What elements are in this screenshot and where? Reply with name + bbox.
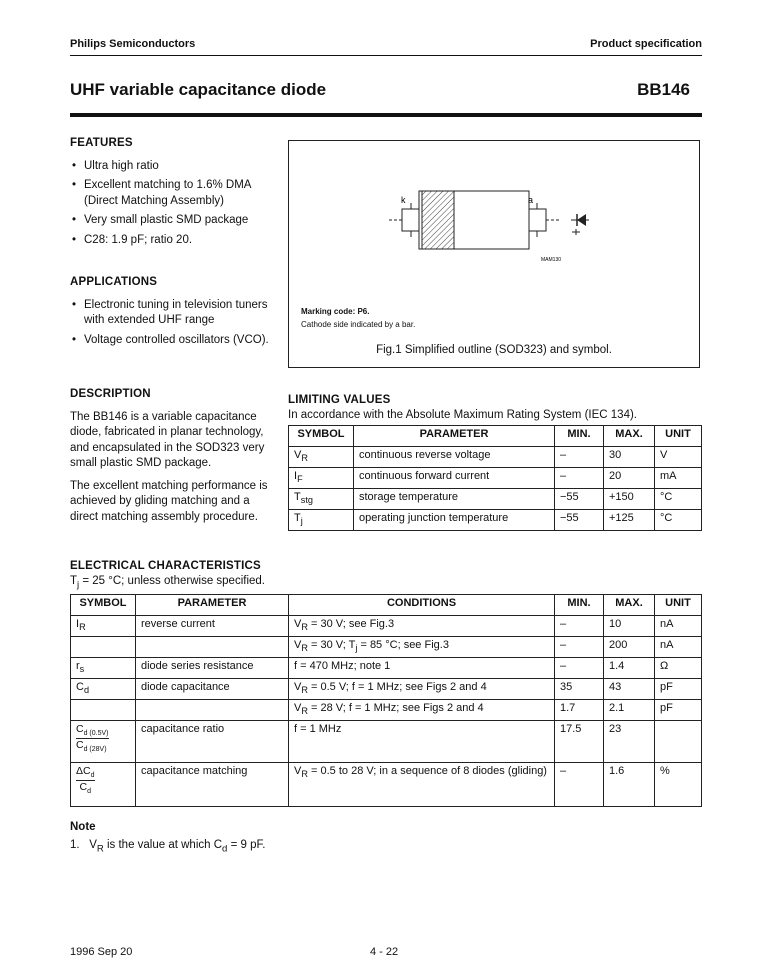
parameter-cell: diode series resistance — [136, 658, 289, 679]
symbol-cell: $I_F$ — [289, 468, 354, 489]
anode-label: a — [528, 195, 534, 205]
parameter-cell: capacitance matching — [136, 763, 289, 807]
symbol-cell: $C_d$ — [71, 679, 136, 700]
title-rule — [70, 113, 702, 117]
table-row — [289, 510, 702, 531]
unit-cell: °C — [655, 489, 702, 510]
column-header: CONDITIONS — [289, 595, 555, 616]
conditions-cell: $V_R = 0.5$ V; f = 1 MHz; see Figs 2 and 4 — [289, 679, 555, 700]
marking-code: Marking code: P6. — [301, 307, 370, 316]
part-number: BB146 — [637, 80, 690, 99]
column-header: SYMBOL — [289, 426, 354, 447]
parameter-cell: diode capacitance — [136, 679, 289, 700]
limiting-values-section — [288, 394, 702, 531]
cathode-label: k — [401, 195, 406, 205]
column-header: UNIT — [655, 595, 702, 616]
electrical-heading: ELECTRICAL CHARACTERISTICS — [70, 560, 261, 572]
figure-caption: Fig.1 Simplified outline (SOD323) and symbol. — [376, 344, 612, 356]
document-type: Product specification — [590, 38, 702, 50]
max-cell: 2.1 — [604, 700, 655, 721]
electrical-subtitle: $T_j = 25$ °C; unless otherwise specified. — [70, 575, 265, 591]
parameter-cell: storage temperature — [354, 489, 555, 510]
parameter-cell: continuous forward current — [354, 468, 555, 489]
max-cell: 1.6 — [604, 763, 655, 807]
conditions-cell: $V_R = 30$ V; see Fig.3 — [289, 616, 555, 637]
column-header: MAX. — [604, 595, 655, 616]
parameter-cell — [136, 700, 289, 721]
cathode-note: Cathode side indicated by a bar. — [301, 320, 416, 329]
min-cell: – — [555, 658, 604, 679]
diode-symbol-icon — [571, 214, 589, 235]
list-item: • Ultra high ratio — [70, 159, 275, 175]
table-row — [71, 679, 702, 700]
min-cell: – — [555, 637, 604, 658]
symbol-cell: $V_R$ — [289, 447, 354, 468]
note-heading: Note — [70, 821, 96, 833]
applications-list — [70, 298, 270, 349]
min-cell: – — [555, 763, 604, 807]
table-row — [289, 489, 702, 510]
column-header: PARAMETER — [354, 426, 555, 447]
max-cell: 200 — [604, 637, 655, 658]
unit-cell: °C — [655, 510, 702, 531]
description-paragraph: The excellent matching performance is achieved by gliding matching and a direct matching assembly procedure. — [70, 479, 268, 523]
page-number: 4 - 22 — [370, 946, 399, 958]
unit-cell: Ω — [655, 658, 702, 679]
column-header: UNIT — [655, 426, 702, 447]
table-row — [71, 637, 702, 658]
unit-cell: nA — [655, 637, 702, 658]
list-item: • Electronic tuning in television tuners with extended UHF range — [70, 298, 270, 329]
electrical-rows — [71, 616, 702, 721]
limiting-values-table — [288, 425, 702, 531]
table-row — [71, 616, 702, 637]
max-cell: 10 — [604, 616, 655, 637]
conditions-cell: f = 1 MHz — [289, 721, 555, 763]
list-item: • C28: 1.9 pF; ratio 20. — [70, 233, 275, 249]
column-header: PARAMETER — [136, 595, 289, 616]
max-cell: +150 — [604, 489, 655, 510]
unit-cell: % — [655, 763, 702, 807]
figure-outline — [288, 140, 700, 368]
symbol-cell — [71, 700, 136, 721]
list-item: • Voltage controlled oscillators (VCO). — [70, 333, 270, 349]
symbol-cell: $r_s$ — [71, 658, 136, 679]
note-text: 1. $V_R$ is the value at which $C_d = 9$ pF. — [70, 839, 266, 855]
electrical-section — [70, 560, 702, 807]
symbol-cell: $\Delta C_d$ $C_d$ — [71, 763, 136, 807]
description-paragraph: The BB146 is a variable capacitance diode, fabricated in planar technology, and encapsulated in the SOD323 very small plastic SMD package. — [70, 410, 265, 469]
symbol-cell — [71, 637, 136, 658]
features-section — [70, 136, 275, 252]
max-cell: 30 — [604, 447, 655, 468]
min-cell: – — [555, 616, 604, 637]
unit-cell: pF — [655, 700, 702, 721]
min-cell: – — [555, 468, 604, 489]
min-cell: – — [555, 447, 604, 468]
table-header-row — [71, 595, 702, 616]
features-list — [70, 159, 275, 249]
conditions-cell: f = 470 MHz; note 1 — [289, 658, 555, 679]
parameter-cell: capacitance ratio — [136, 721, 289, 763]
applications-heading: APPLICATIONS — [70, 276, 158, 288]
conditions-cell: $V_R = 28$ V; f = 1 MHz; see Figs 2 and 4 — [289, 700, 555, 721]
table-row — [71, 763, 702, 807]
features-heading: FEATURES — [70, 137, 133, 149]
symbol-cell: $\frac{C_{d (0.5V)}}{C_{d (28V)}}$ — [71, 721, 136, 763]
description-section — [70, 387, 270, 525]
electrical-table — [70, 594, 702, 807]
max-cell: 43 — [604, 679, 655, 700]
footer-date: 1996 Sep 20 — [70, 946, 133, 958]
min-cell: −55 — [555, 489, 604, 510]
unit-cell: mA — [655, 468, 702, 489]
min-cell: 17.5 — [555, 721, 604, 763]
package-drawing — [289, 141, 699, 301]
table-row — [289, 468, 702, 489]
max-cell: 1.4 — [604, 658, 655, 679]
description-heading: DESCRIPTION — [70, 388, 151, 400]
table-row — [71, 700, 702, 721]
max-cell: 23 — [604, 721, 655, 763]
min-cell: 1.7 — [555, 700, 604, 721]
column-header: MIN. — [555, 426, 604, 447]
parameter-cell: reverse current — [136, 616, 289, 637]
parameter-cell: continuous reverse voltage — [354, 447, 555, 468]
list-item: • Excellent matching to 1.6% DMA (Direct Matching Assembly) — [70, 178, 275, 209]
unit-cell — [655, 721, 702, 763]
symbol-cell: $I_R$ — [71, 616, 136, 637]
max-cell: 20 — [604, 468, 655, 489]
applications-section — [70, 275, 270, 352]
table-row — [71, 721, 702, 763]
symbol-cell: $T_j$ — [289, 510, 354, 531]
table-row — [71, 658, 702, 679]
symbol-cell: $T_{stg}$ — [289, 489, 354, 510]
column-header: SYMBOL — [71, 595, 136, 616]
note-section — [70, 821, 570, 854]
figure-code: MAM130 — [541, 257, 562, 263]
limiting-heading: LIMITING VALUES — [288, 394, 391, 406]
header-rule — [70, 55, 702, 56]
max-cell: +125 — [604, 510, 655, 531]
parameter-cell: operating junction temperature — [354, 510, 555, 531]
table-header-row — [289, 426, 702, 447]
min-cell: −55 — [555, 510, 604, 531]
table-row — [289, 447, 702, 468]
list-item: • Very small plastic SMD package — [70, 213, 275, 229]
parameter-cell — [136, 637, 289, 658]
column-header: MAX. — [604, 426, 655, 447]
column-header: MIN. — [555, 595, 604, 616]
conditions-cell: $V_R = 30$ V; $T_j = 85$ °C; see Fig.3 — [289, 637, 555, 658]
conditions-cell: $V_R = 0.5$ to 28 V; in a sequence of 8 diodes (gliding) — [289, 763, 555, 807]
unit-cell: V — [655, 447, 702, 468]
unit-cell: nA — [655, 616, 702, 637]
limiting-subtitle: In accordance with the Absolute Maximum Rating System (IEC 134). — [288, 409, 637, 421]
company-name: Philips Semiconductors — [70, 38, 196, 50]
unit-cell: pF — [655, 679, 702, 700]
page-title: UHF variable capacitance diode — [70, 80, 327, 99]
min-cell: 35 — [555, 679, 604, 700]
